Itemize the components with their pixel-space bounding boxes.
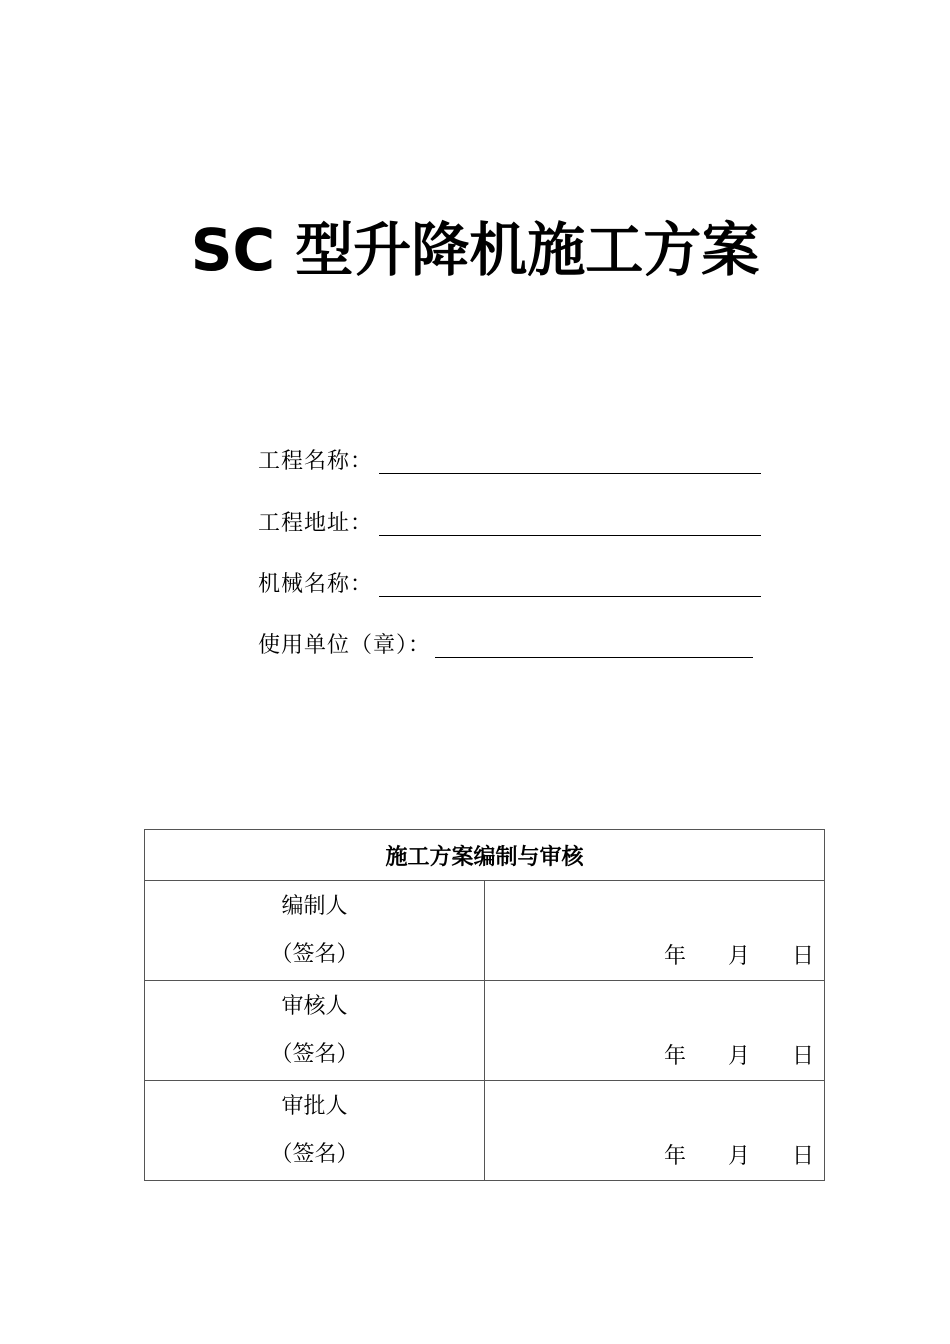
review-table-header: 施工方案编制与审核 — [145, 830, 825, 881]
date-line — [664, 939, 814, 970]
sign-label: （签名） — [270, 1041, 359, 1067]
role-cell — [145, 881, 485, 981]
review-table — [144, 829, 825, 1181]
user-unit-blank[interactable] — [435, 629, 753, 658]
role-label: 编制人 — [281, 893, 348, 919]
role-label: 审核人 — [281, 993, 348, 1019]
role-cell — [145, 1081, 485, 1181]
role-cell — [145, 981, 485, 1081]
date-day: 日 — [791, 1144, 814, 1169]
date-day: 日 — [791, 1044, 814, 1069]
field-label: 工程名称： — [258, 449, 374, 474]
signature-cell[interactable] — [485, 1081, 825, 1181]
date-line — [664, 1039, 814, 1070]
sign-label: （签名） — [270, 941, 359, 967]
field-project-name — [258, 438, 761, 478]
table-row — [145, 1081, 825, 1181]
role-label: 审批人 — [281, 1093, 348, 1119]
date-month: 月 — [727, 1044, 750, 1069]
table-row — [145, 881, 825, 981]
sign-label: （签名） — [270, 1141, 359, 1167]
date-year: 年 — [663, 1044, 686, 1069]
machine-name-blank[interactable] — [379, 568, 761, 597]
date-year: 年 — [663, 944, 686, 969]
document-title: SC 型升降机施工方案 — [190, 216, 760, 284]
field-label: 使用单位（章）： — [258, 633, 432, 658]
date-month: 月 — [727, 1144, 750, 1169]
project-name-blank[interactable] — [379, 445, 761, 474]
field-user-unit — [258, 622, 753, 662]
signature-cell[interactable] — [485, 881, 825, 981]
field-label: 机械名称： — [258, 572, 374, 597]
field-label: 工程地址： — [258, 511, 374, 536]
field-project-address — [258, 500, 761, 540]
date-day: 日 — [791, 944, 814, 969]
date-line — [664, 1139, 814, 1170]
date-year: 年 — [663, 1144, 686, 1169]
signature-cell[interactable] — [485, 981, 825, 1081]
table-row — [145, 981, 825, 1081]
date-month: 月 — [727, 944, 750, 969]
review-table-header-row — [145, 830, 825, 881]
field-machine-name — [258, 561, 761, 601]
project-address-blank[interactable] — [379, 507, 761, 536]
